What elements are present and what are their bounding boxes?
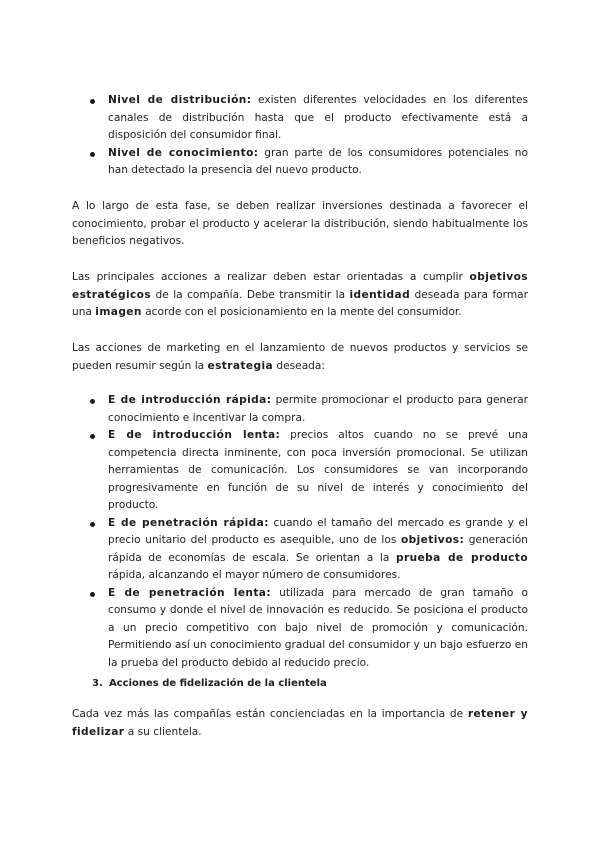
paragraph	[72, 340, 528, 375]
text-run: acorde con el posicionamiento en la mente del consumidor.	[141, 306, 462, 318]
bold-run: imagen	[95, 306, 142, 318]
bullet-icon	[90, 522, 95, 527]
paragraph: A lo largo de esta fase, se deben realizar inversiones destinada a favorecer el conocimiento, probar el producto y acelerar la distribución, siendo habitualmente los beneficios negativos.	[72, 200, 528, 247]
list-item	[72, 92, 528, 145]
list-item	[72, 392, 528, 427]
text-run: a su clientela.	[124, 725, 202, 738]
text-run: Las principales acciones a realizar deben estar orientadas a cumplir	[72, 271, 470, 283]
bold-run: objetivos estratégicos	[72, 271, 528, 301]
paragraph	[72, 706, 528, 741]
item-text: cuando el tamaño del mercado es grande y el precio unitario del producto es asequible, uno de los	[108, 516, 529, 546]
list-item	[72, 585, 528, 673]
item-text: precios altos cuando no se prevé una competencia directa inminente, con poca inversión promocional. Se utilizan herramientas de comunicación. Los consumidores se van incorporando progresivamente en función de su nivel de interés y conocimiento del producto.	[108, 429, 528, 511]
bullet-icon	[90, 592, 95, 597]
list-item	[72, 427, 528, 515]
list-item	[72, 515, 528, 585]
text-run: Cada vez más las compañías están concienciadas en la importancia de	[72, 708, 468, 720]
term: E de penetración lenta:	[108, 586, 271, 599]
bold-run: retener y fidelizar	[72, 708, 528, 738]
bold-run: estrategia	[207, 359, 274, 372]
bold-run: prueba de producto	[396, 551, 528, 564]
bullet-icon	[90, 152, 95, 157]
section-heading	[72, 675, 528, 693]
bullet-icon	[90, 99, 95, 104]
term: E de introducción lenta:	[108, 429, 281, 441]
term: E de penetración rápida:	[108, 516, 269, 529]
list-item	[72, 145, 528, 180]
item-text: permite promocionar el producto para generar conocimiento e incentivar la compra.	[108, 394, 528, 424]
strategies-list	[72, 392, 528, 672]
term: Nivel de conocimiento:	[108, 146, 259, 159]
item-text: existen diferentes velocidades en los diferentes canales de distribución hasta que el producto efectivamente está a disposición del consumidor final.	[108, 94, 528, 141]
bullet-icon	[90, 434, 95, 439]
text-run: de la compañía. Debe transmitir la	[151, 288, 350, 301]
bullet-icon	[90, 399, 95, 404]
paragraph	[72, 269, 528, 322]
text-run: deseada:	[273, 359, 325, 372]
bold-run: objetivos:	[400, 534, 465, 546]
item-text: generación rápida de economías de escala. Se orientan a la	[108, 534, 528, 564]
term: Nivel de distribución:	[108, 94, 252, 106]
item-text: gran parte de los consumidores potenciales no han detectado la presencia del nuevo producto.	[108, 146, 528, 176]
heading-title: Acciones de fidelización de la clientela	[109, 678, 327, 689]
text-run: deseada para formar una	[72, 288, 528, 318]
heading-number: 3.	[92, 678, 103, 689]
distribution-levels-list	[72, 92, 528, 180]
item-text: rápida, alcanzando el mayor número de consumidores.	[108, 569, 401, 581]
term: E de introducción rápida:	[108, 394, 272, 406]
item-text: utilizada para mercado de gran tamaño o consumo y donde el nivel de innovación es reducido. Se posiciona el producto a un precio competitivo con bajo nivel de promoción y comunicación. Permitiendo así un conocimiento gradual del consumidor y un bajo esfuerzo en la prueba del producto debido al reducido precio.	[108, 586, 528, 669]
text-run: Las acciones de marketing en el lanzamiento de nuevos productos y servicios se pueden resumir según la	[72, 342, 528, 372]
bold-run: identidad	[349, 288, 411, 301]
